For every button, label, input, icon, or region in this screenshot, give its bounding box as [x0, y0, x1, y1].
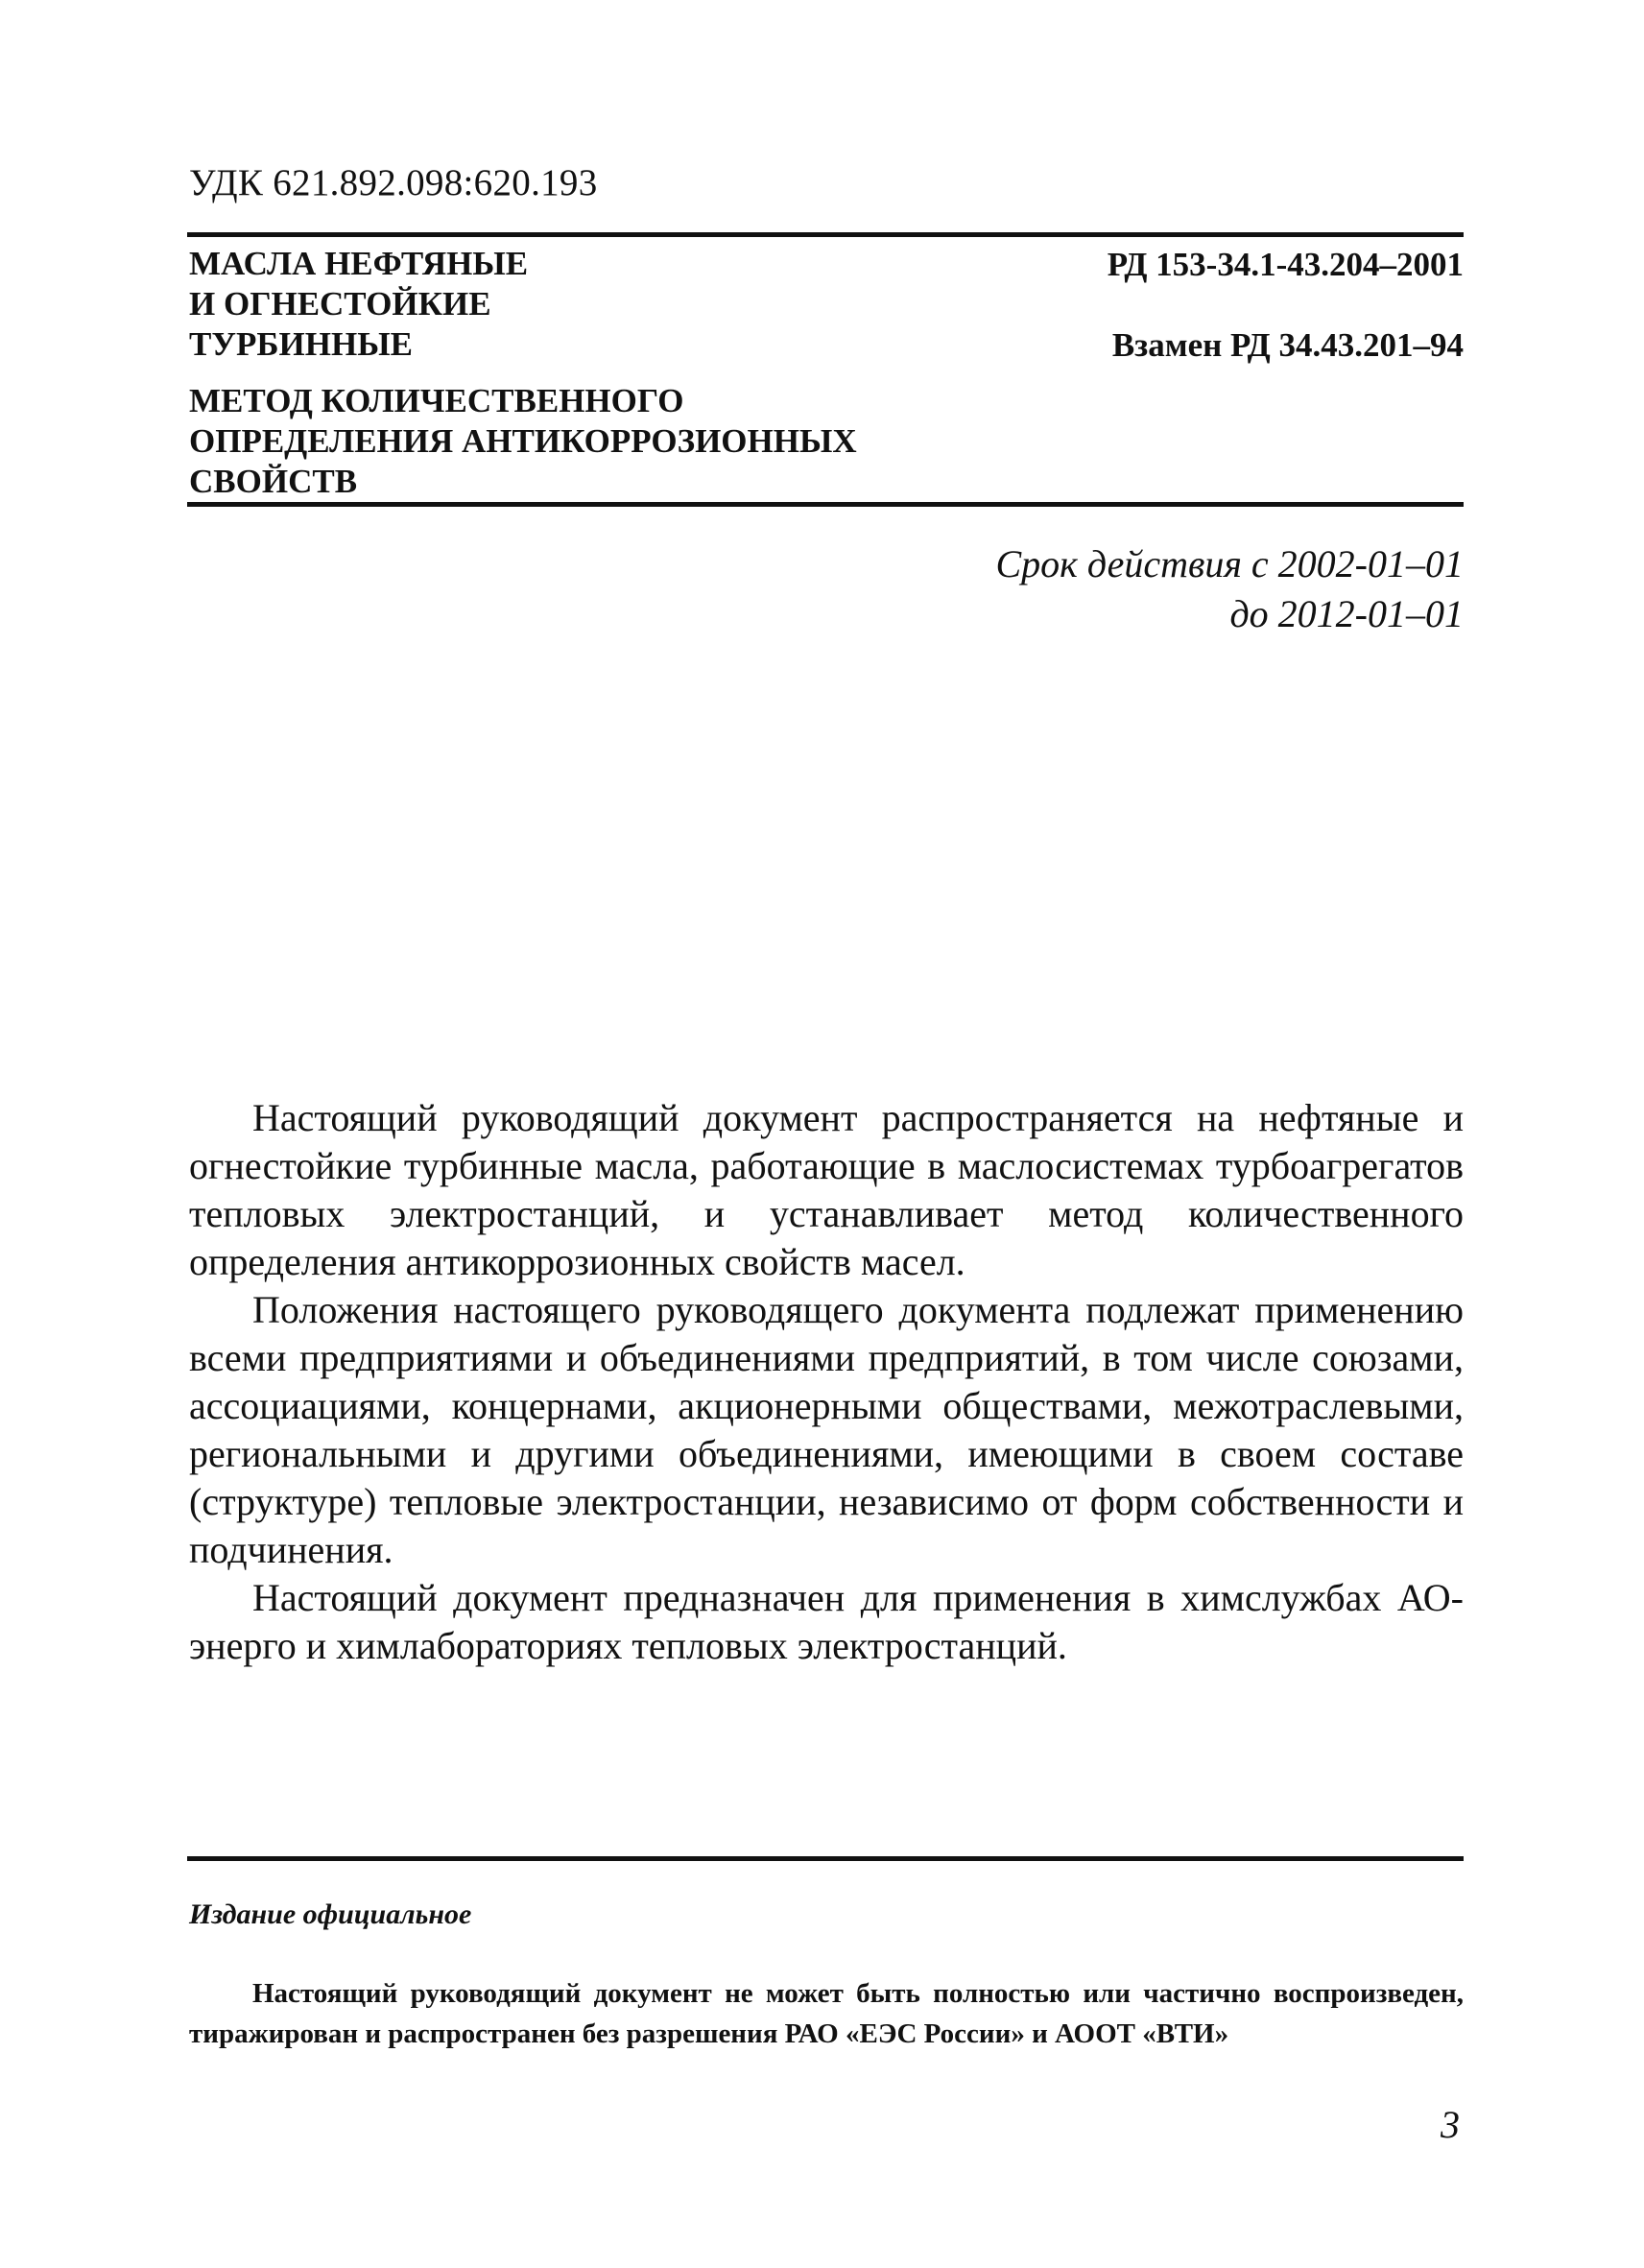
- validity-from: Срок действия с 2002-01–01: [995, 542, 1464, 585]
- title-line: МАСЛА НЕФТЯНЫЕ: [189, 245, 529, 282]
- udk-code: УДК 621.892.098:620.193: [189, 162, 598, 203]
- body-paragraph: Положения настоящего руководящего документа подлежат применению всеми предприятиями и объединениями предприятий, в том числе союзами, ассоциациями, концернами, акционерными обществами, межотраслевыми, региональными и другими объединениями, имеющими в своем составе (структуре) тепловые электростанции, независимо от форм собственности и подчинения.: [189, 1288, 1464, 1571]
- method-title: [189, 381, 857, 502]
- footer-rule: [187, 1856, 1464, 1861]
- official-edition-label: Издание официальное: [189, 1898, 472, 1930]
- header-rule-bottom: [187, 502, 1464, 507]
- document-replaces: Взамен РД 34.43.201–94: [1111, 326, 1464, 364]
- document-title: [189, 244, 528, 365]
- document-code: РД 153-34.1-43.204–2001: [1107, 246, 1464, 283]
- body-paragraph: Настоящий руководящий документ распространяется на нефтяные и огнестойкие турбинные масла, работающие в маслосистемах турбоагрегатов тепловых электростанций, и устанавливает метод количественного определения антикоррозионных свойств масел.: [189, 1096, 1464, 1283]
- copyright-notice: [189, 1973, 1464, 2054]
- header-rule-top: [187, 232, 1464, 237]
- title-line: И ОГНЕСТОЙКИЕ: [189, 285, 491, 322]
- body-text: [189, 1094, 1464, 1670]
- method-line: ОПРЕДЕЛЕНИЯ АНТИКОРРОЗИОННЫХ: [189, 422, 857, 460]
- validity-period: [995, 539, 1464, 639]
- page-number: 3: [1441, 2103, 1460, 2146]
- method-line: СВОЙСТВ: [189, 463, 358, 500]
- method-line: МЕТОД КОЛИЧЕСТВЕННОГО: [189, 382, 684, 419]
- notice-paragraph: Настоящий руководящий документ не может быть полностью или частично воспроизведен, тиражирован и распространен без разрешения РАО «ЕЭС России» и АООТ «ВТИ»: [189, 1978, 1464, 2049]
- title-line: ТУРБИННЫЕ: [189, 325, 413, 363]
- validity-to: до 2012-01–01: [1229, 592, 1464, 635]
- body-paragraph: Настоящий документ предназначен для применения в химслужбах АО-энерго и химлабораториях тепловых электростанций.: [189, 1576, 1464, 1667]
